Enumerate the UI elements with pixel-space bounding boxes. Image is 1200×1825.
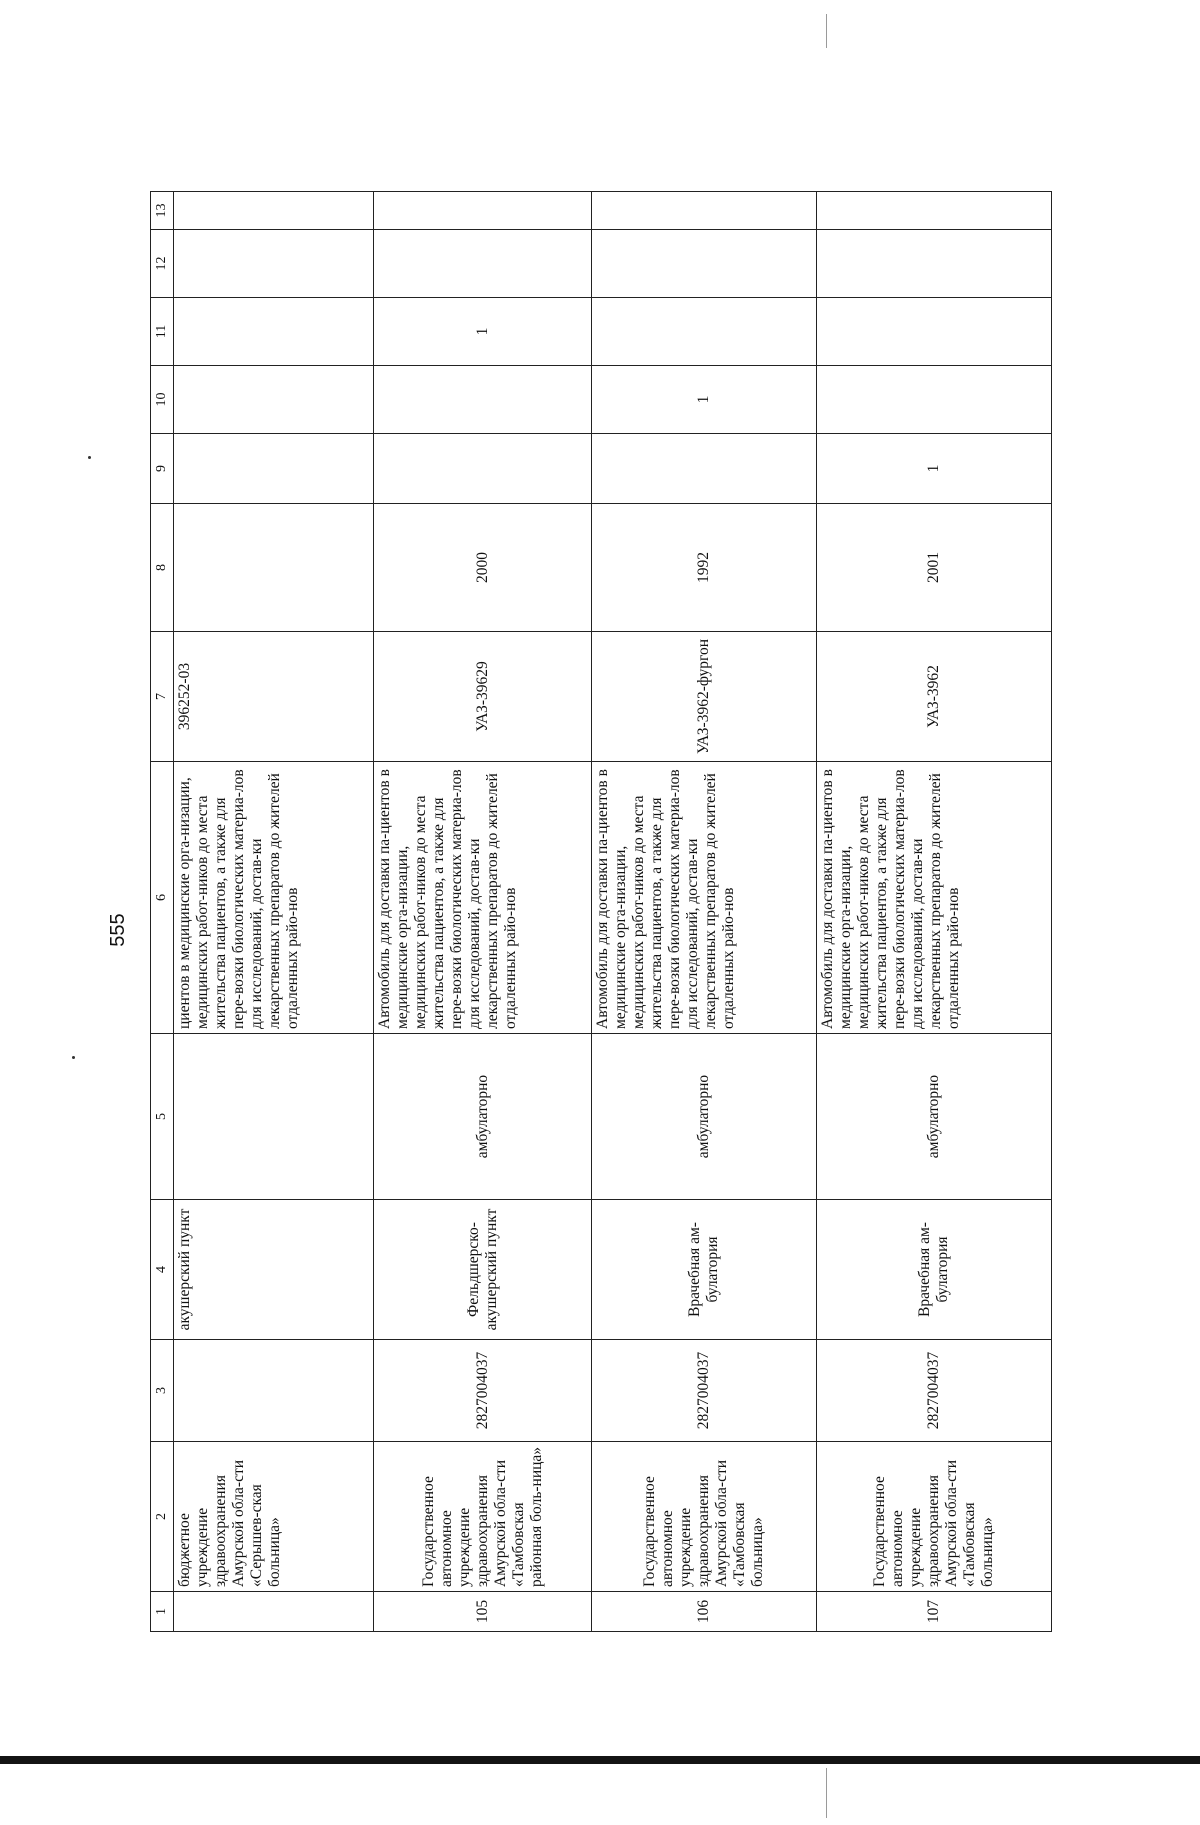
column-number: 8 [151,504,174,632]
care-mode: амбулаторно [592,1034,817,1200]
row-number: 107 [817,1592,1052,1632]
count-cell [592,298,817,366]
count-cell [592,230,817,298]
count-cell [174,298,374,366]
inn: 2827004037 [374,1340,592,1442]
column-number: 12 [151,230,174,298]
row-number [174,1592,374,1632]
vehicle-year: 1992 [592,504,817,632]
vehicle-model: УАЗ-39629 [374,632,592,762]
vehicle-purpose: Автомобиль для доставки па-циентов в медицинские орга-низации, медицинских работ-ников до места жительства пациентов, а также для пере-возки биологических материа-лов для исследований, достав-ки лекарственных препаратов до жителей отдаленных райо-нов [592,762,817,1034]
vehicle-model: 396252-03 [174,632,374,762]
rotated-table-wrapper [150,192,1050,1632]
speck [72,1056,75,1059]
column-number: 3 [151,1340,174,1442]
count-cell [174,434,374,504]
count-cell: 1 [817,434,1052,504]
count-cell [817,230,1052,298]
vehicle-year: 2000 [374,504,592,632]
column-number-row [151,192,174,1632]
count-cell: 1 [374,298,592,366]
row-number: 106 [592,1592,817,1632]
vehicle-purpose: Автомобиль для доставки па-циентов в медицинские орга-низации, медицинских работ-ников до места жительства пациентов, а также для пере-возки биологических материа-лов для исследований, достав-ки лекарственных препаратов до жителей отдаленных райо-нов [374,762,592,1034]
care-mode: амбулаторно [817,1034,1052,1200]
count-cell [817,298,1052,366]
vehicle-model: УАЗ-3962 [817,632,1052,762]
count-cell [374,434,592,504]
count-cell [592,192,817,230]
column-number: 10 [151,366,174,434]
count-cell [374,192,592,230]
inn: 2827004037 [592,1340,817,1442]
care-mode: амбулаторно [374,1034,592,1200]
fold-mark-top [826,14,827,48]
care-mode [174,1034,374,1200]
vehicle-model: УАЗ-3962-фургон [592,632,817,762]
column-number: 6 [151,762,174,1034]
column-number: 2 [151,1442,174,1592]
column-number: 1 [151,1592,174,1632]
count-cell: 1 [592,366,817,434]
organization-name: Государственное автономное учреждение здравоохранения Амурской обла-сти «Тамбовская районная боль-ница» [374,1442,592,1592]
count-cell [174,366,374,434]
count-cell [592,434,817,504]
count-cell [817,192,1052,230]
table-row [592,192,817,1632]
row-number: 105 [374,1592,592,1632]
vehicle-purpose: Автомобиль для доставки па-циентов в медицинские орга-низации, медицинских работ-ников до места жительства пациентов, а также для пере-возки биологических материа-лов для исследований, достав-ки лекарственных препаратов до жителей отдаленных райо-нов [817,762,1052,1034]
column-number: 4 [151,1200,174,1340]
table-row [817,192,1052,1632]
column-number: 11 [151,298,174,366]
vehicle-purpose: циентов в медицинские орга-низации, медицинских работ-ников до места жительства пациентов, а также для пере-возки биологических материа-лов для исследований, достав-ки лекарственных препаратов до жителей отдаленных райо-нов [174,762,374,1034]
fold-mark-bottom [826,1768,827,1818]
table-row [374,192,592,1632]
vehicle-year: 2001 [817,504,1052,632]
speck [88,456,91,459]
column-number: 7 [151,632,174,762]
column-number: 5 [151,1034,174,1200]
vehicle-year [174,504,374,632]
scan-edge-bar [0,1756,1200,1764]
unit-type: Врачебная ам-булатория [817,1200,1052,1340]
count-cell [374,230,592,298]
count-cell [817,366,1052,434]
page-number: 555 [107,913,129,947]
column-number: 9 [151,434,174,504]
table-row [174,192,374,1632]
inn: 2827004037 [817,1340,1052,1442]
organization-name: Государственное автономное учреждение здравоохранения Амурской обла-сти «Тамбовская больница» [592,1442,817,1592]
column-number: 13 [151,192,174,230]
count-cell [374,366,592,434]
unit-type: Фельдшерско-акушерский пункт [374,1200,592,1340]
inn [174,1340,374,1442]
count-cell [174,230,374,298]
unit-type: Врачебная ам-булатория [592,1200,817,1340]
unit-type: акушерский пункт [174,1200,374,1340]
organization-name: бюджетное учреждение здравоохранения Амурской обла-сти «Серышев-ская больница» [174,1442,374,1592]
count-cell [174,192,374,230]
organization-name: Государственное автономное учреждение здравоохранения Амурской обла-сти «Тамбовская больница» [817,1442,1052,1592]
vehicle-table [150,191,1052,1632]
